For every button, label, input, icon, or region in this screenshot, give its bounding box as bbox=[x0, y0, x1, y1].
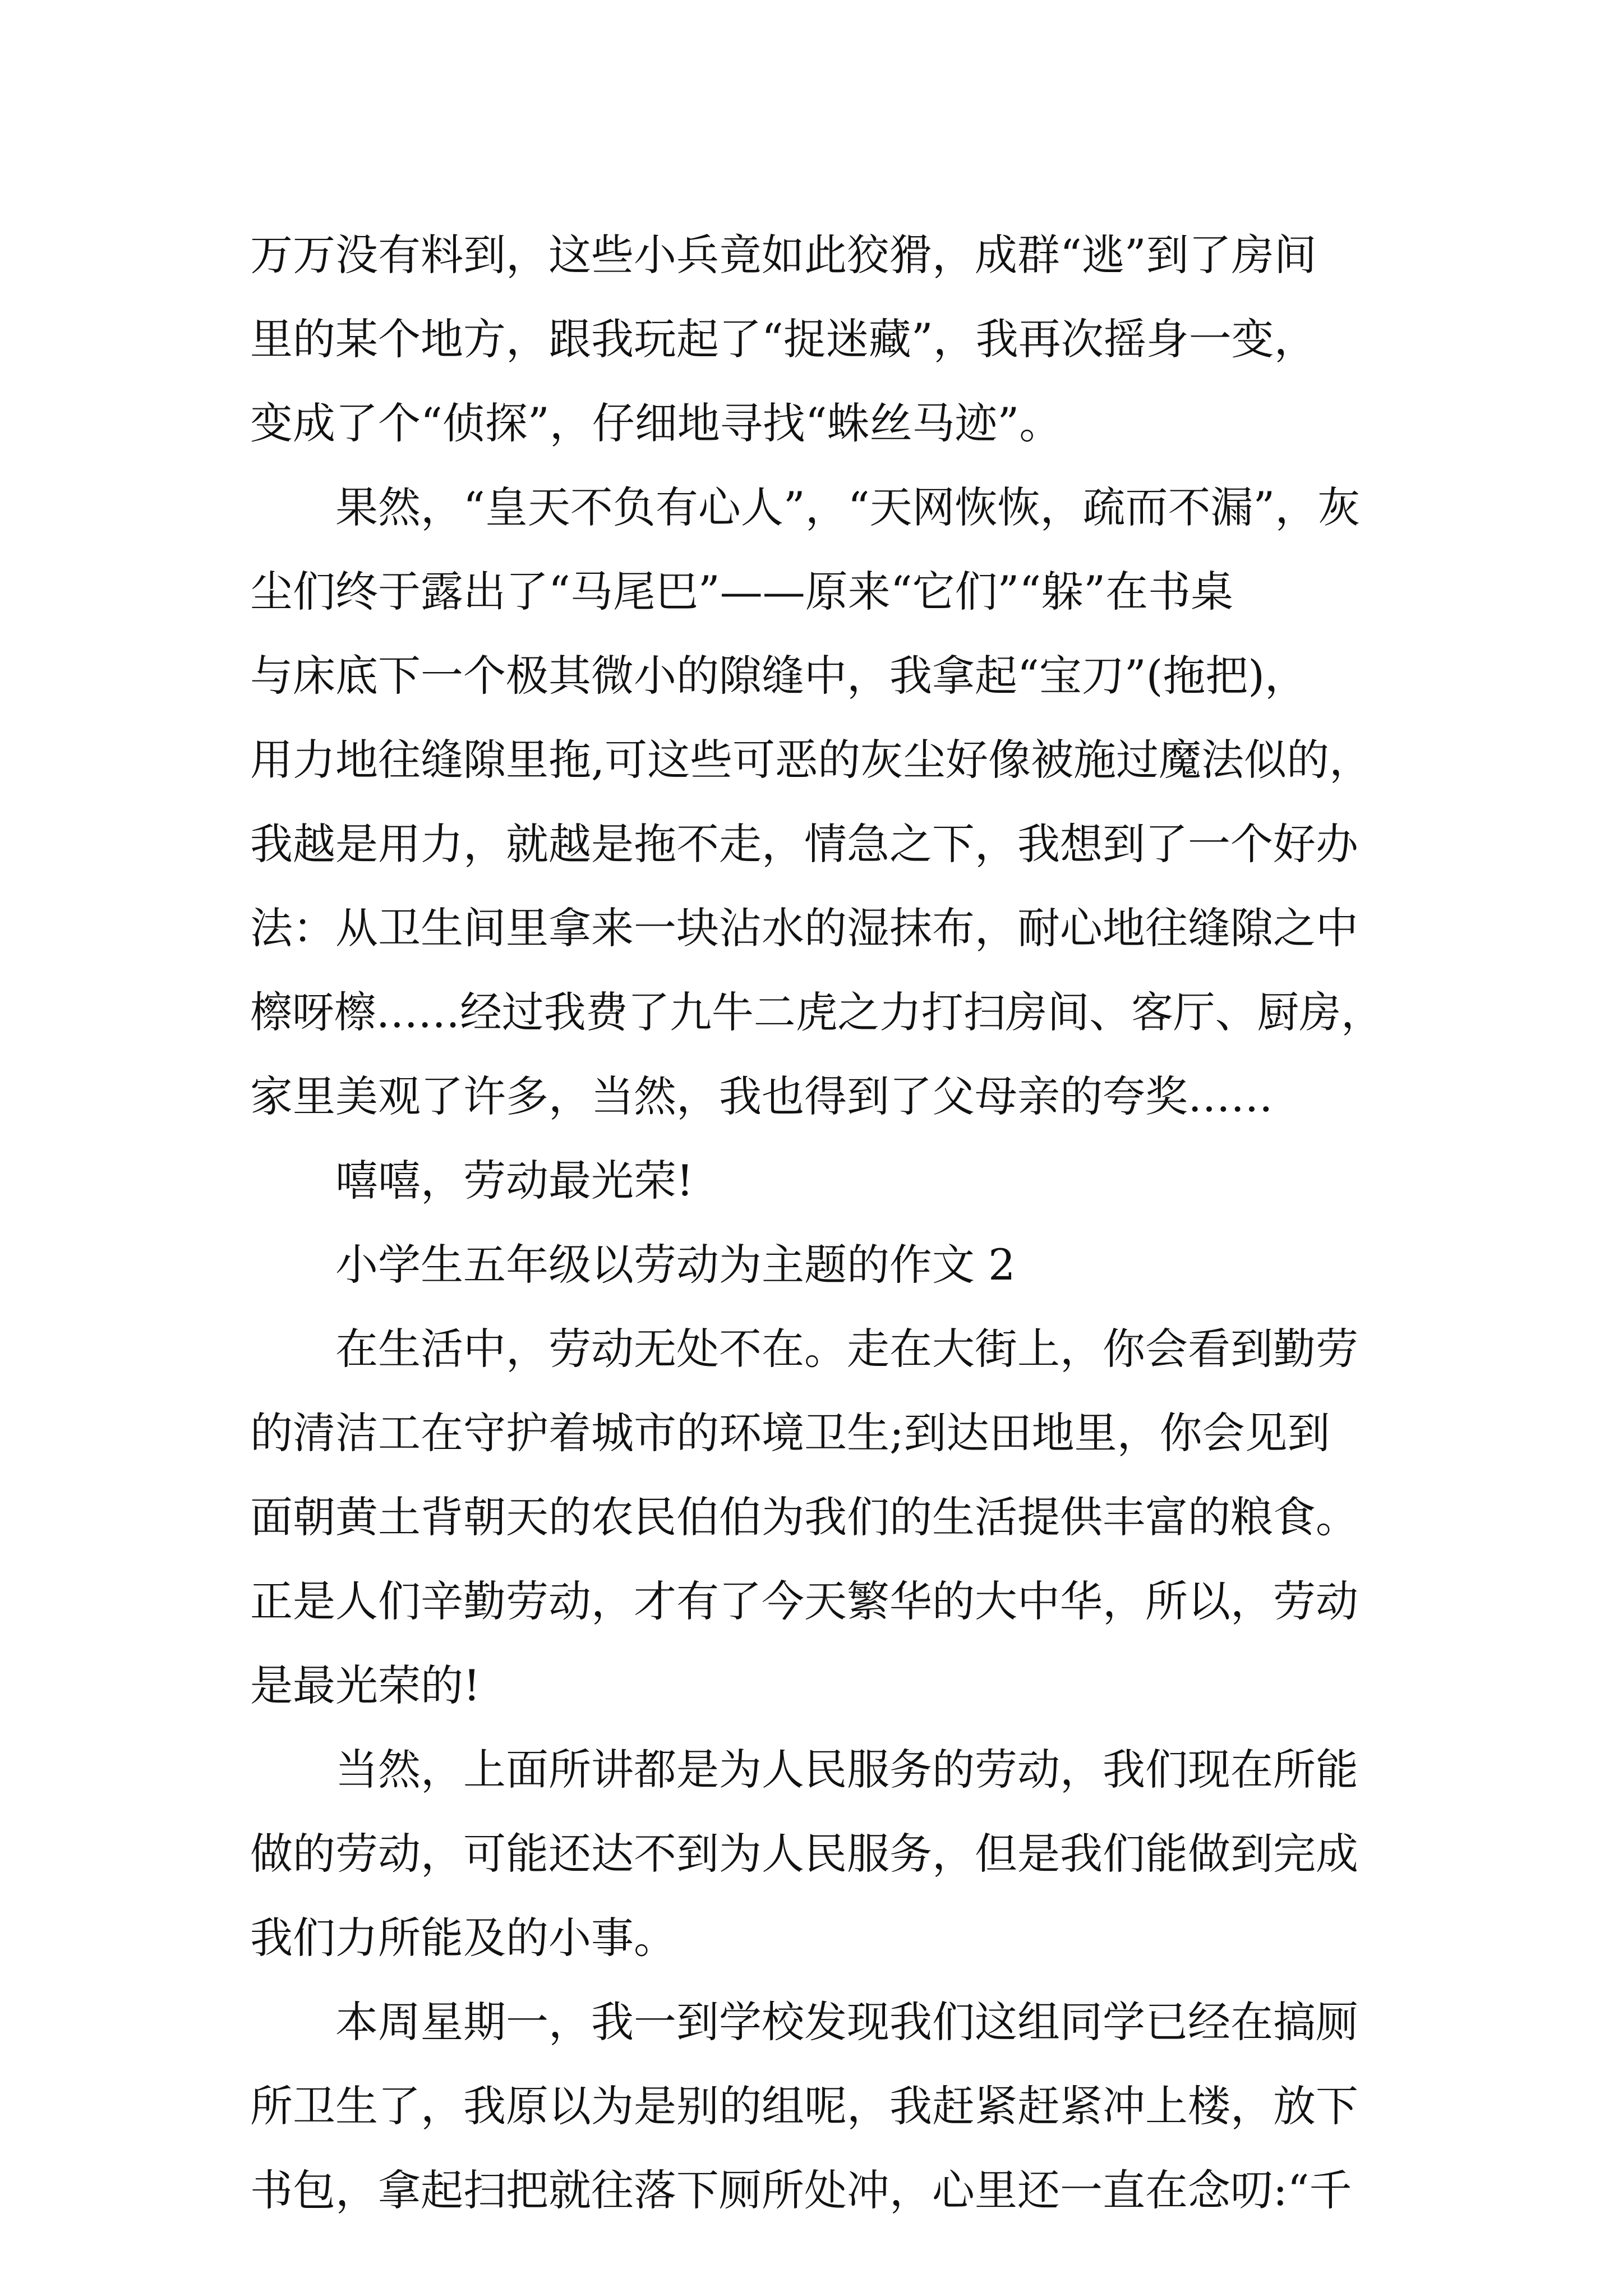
text-line: 里的某个地方，跟我玩起了“捉迷藏”，我再次摇身一变， bbox=[250, 314, 1317, 364]
text-line: 本周星期一，我一到学校发现我们这组同学已经在搞厕 bbox=[335, 1997, 1358, 2047]
text-line: 万万没有料到，这些小兵竟如此狡猾，成群“逃”到了房间 bbox=[250, 230, 1317, 280]
text-line: 面朝黄土背朝天的农民伯伯为我们的生活提供丰富的粮食。 bbox=[250, 1492, 1358, 1542]
text-line: 书包，拿起扫把就往落下厕所处冲，心里还一直在念叨:“千 bbox=[250, 2165, 1352, 2215]
text-line: 与床底下一个极其微小的隙缝中，我拿起“宝刀”(拖把)， bbox=[250, 651, 1308, 701]
text-line: 正是人们辛勤劳动，才有了今天繁华的大中华，所以，劳动 bbox=[250, 1576, 1358, 1626]
text-line: 的清洁工在守护着城市的环境卫生;到达田地里，你会见到 bbox=[250, 1408, 1330, 1458]
text-line: 家里美观了许多，当然，我也得到了父母亲的夸奖…… bbox=[250, 1071, 1273, 1121]
text-line: 法：从卫生间里拿来一块沾水的湿抹布，耐心地往缝隙之中 bbox=[250, 903, 1358, 953]
text-line: 嘻嘻，劳动最光荣! bbox=[335, 1156, 694, 1205]
text-line: 所卫生了，我原以为是别的组呢，我赶紧赶紧冲上楼，放下 bbox=[250, 2081, 1358, 2131]
text-line: 是最光荣的! bbox=[250, 1660, 481, 1710]
text-line: 变成了个“侦探”，仔细地寻找“蛛丝马迹”。 bbox=[250, 398, 1062, 448]
document-body bbox=[250, 213, 1383, 2233]
text-line: 做的劳动，可能还达不到为人民服务，但是我们能做到完成 bbox=[250, 1829, 1358, 1879]
text-line: 小学生五年级以劳动为主题的作文 2 bbox=[335, 1240, 1016, 1290]
text-line: 用力地往缝隙里拖,可这些可恶的灰尘好像被施过魔法似的， bbox=[250, 735, 1372, 785]
text-line: 当然，上面所讲都是为人民服务的劳动，我们现在所能 bbox=[335, 1745, 1358, 1795]
text-line: 檫呀檫……经过我费了九牛二虎之力打扫房间、客厅、厨房， bbox=[250, 987, 1383, 1037]
text-line: 果然，“皇天不负有心人”，“天网恢恢，疏而不漏”，灰 bbox=[335, 482, 1361, 532]
text-line: 尘们终于露出了“马尾巴”——原来“它们”“躲”在书桌 bbox=[250, 567, 1234, 616]
text-line: 在生活中，劳动无处不在。走在大街上，你会看到勤劳 bbox=[335, 1324, 1358, 1374]
text-line: 我越是用力，就越是拖不走，情急之下，我想到了一个好办 bbox=[250, 819, 1358, 869]
text-line: 我们力所能及的小事。 bbox=[250, 1913, 676, 1963]
